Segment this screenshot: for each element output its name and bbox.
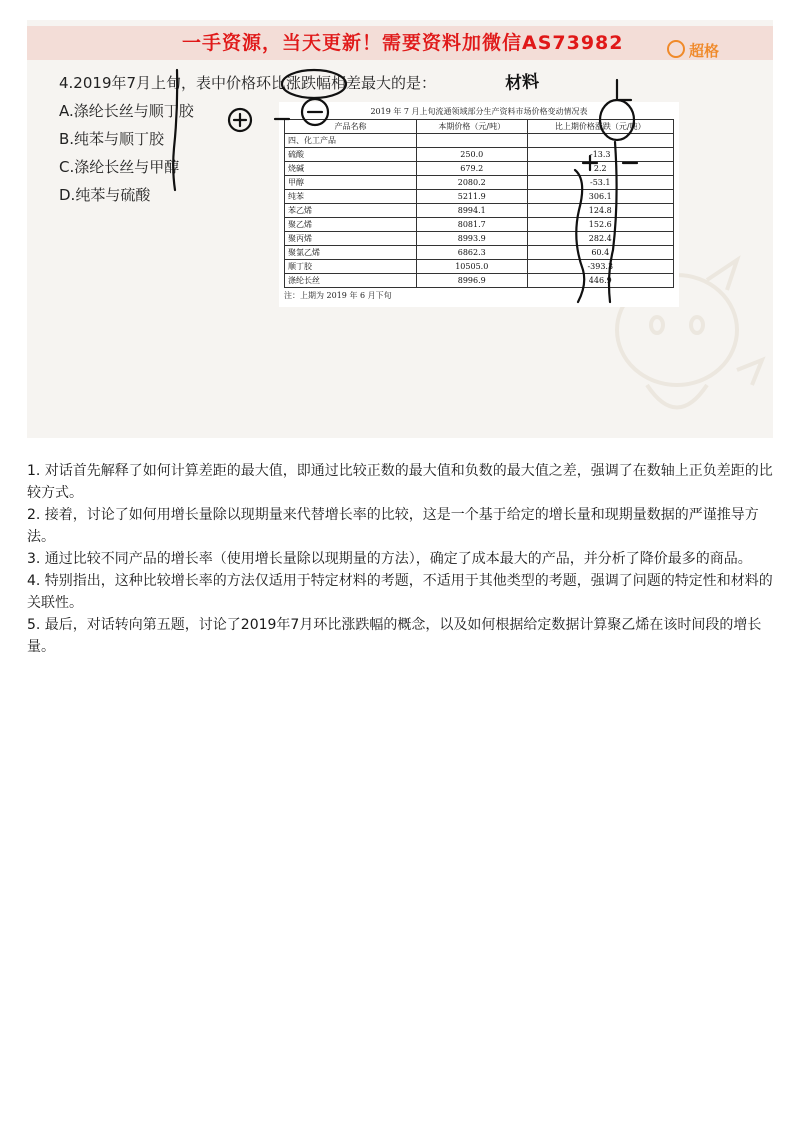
brand-logo — [667, 40, 719, 61]
summary-point-2: 2. 接着，讨论了如何用增长量除以现期量来代替增长率的比较，这是一个基于给定的增长量和现期量数据的严谨推导方法。 — [27, 507, 759, 545]
price-table — [284, 119, 674, 288]
ink-plus-circle — [229, 109, 251, 131]
product-price: 8994.1 — [417, 204, 528, 218]
summary-text — [27, 460, 773, 658]
question-text: 4.2019年7月上旬，表中价格环比涨跌幅相差最大的是： — [59, 74, 437, 92]
product-change: 306.1 — [527, 190, 674, 204]
product-price: 8996.9 — [417, 274, 528, 288]
table-row — [285, 246, 674, 260]
brand-icon — [667, 40, 685, 58]
product-change: 152.6 — [527, 218, 674, 232]
product-name: 聚乙烯 — [285, 218, 417, 232]
option-c: C.涤纶长丝与甲醇 — [59, 158, 180, 176]
header-product: 产品名称 — [285, 120, 417, 134]
summary-point-3: 3. 通过比较不同产品的增长率（使用增长量除以现期量的方法），确定了成本最大的产品，并分析了降价最多的商品。 — [27, 551, 752, 567]
summary-point-4: 4. 特别指出，这种比较增长率的方法仅适用于特定材料的考题，不适用于其他类型的考题，强调了问题的特定性和材料的关联性。 — [27, 573, 773, 611]
product-name: 硫酸 — [285, 148, 417, 162]
product-change: 60.4 — [527, 246, 674, 260]
option-d: D.纯苯与硫酸 — [59, 186, 151, 204]
option-a: A.涤纶长丝与顺丁胶 — [59, 102, 194, 120]
watermark-text: 一手资源，当天更新！需要资料加微信AS73982 — [182, 32, 624, 54]
product-name: 聚丙烯 — [285, 232, 417, 246]
product-name: 涤纶长丝 — [285, 274, 417, 288]
table-row — [285, 218, 674, 232]
table-row — [285, 260, 674, 274]
brand-name: 超格 — [689, 42, 720, 60]
table-section-row — [285, 134, 674, 148]
product-name: 苯乙烯 — [285, 204, 417, 218]
product-name: 纯苯 — [285, 190, 417, 204]
product-change: -13.3 — [527, 148, 674, 162]
product-name: 甲醇 — [285, 176, 417, 190]
header-price: 本期价格（元/吨） — [417, 120, 528, 134]
product-change: 124.8 — [527, 204, 674, 218]
product-price: 679.2 — [417, 162, 528, 176]
section-label: 四、化工产品 — [285, 134, 417, 148]
product-change: 282.4 — [527, 232, 674, 246]
summary-point-5: 5. 最后，对话转向第五题，讨论了2019年7月环比涨跌幅的概念，以及如何根据给定数据计算聚乙烯在该时间段的增长量。 — [27, 617, 762, 655]
product-change: -53.1 — [527, 176, 674, 190]
table-note: 注：上期为 2019 年 6 月下旬 — [284, 291, 392, 300]
table-row — [285, 190, 674, 204]
product-price: 5211.9 — [417, 190, 528, 204]
product-change: -393.3 — [527, 260, 674, 274]
product-price: 8993.9 — [417, 232, 528, 246]
table-row — [285, 148, 674, 162]
table-row — [285, 176, 674, 190]
product-price: 6862.3 — [417, 246, 528, 260]
header-change: 比上期价格涨跌（元/吨） — [527, 120, 674, 134]
price-table-image — [279, 102, 679, 307]
summary-point-1: 1. 对话首先解释了如何计算差距的最大值，即通过比较正数的最大值和负数的最大值之差，强调了在数轴上正负差距的比较方式。 — [27, 463, 773, 501]
product-price: 10505.0 — [417, 260, 528, 274]
product-price: 8081.7 — [417, 218, 528, 232]
table-row — [285, 204, 674, 218]
table-title: 2019 年 7 月上旬流通领域部分生产资料市场价格变动情况表 — [370, 107, 588, 116]
lecture-slide — [27, 20, 773, 438]
option-b: B.纯苯与顺丁胶 — [59, 130, 165, 148]
product-change: 2.2 — [527, 162, 674, 176]
product-change: 446.9 — [527, 274, 674, 288]
product-name: 顺丁胶 — [285, 260, 417, 274]
table-row — [285, 162, 674, 176]
product-price: 2080.2 — [417, 176, 528, 190]
table-row — [285, 274, 674, 288]
product-name: 聚氯乙烯 — [285, 246, 417, 260]
handwritten-note: 材料 — [504, 71, 540, 95]
product-name: 烧碱 — [285, 162, 417, 176]
product-price: 250.0 — [417, 148, 528, 162]
table-row — [285, 232, 674, 246]
